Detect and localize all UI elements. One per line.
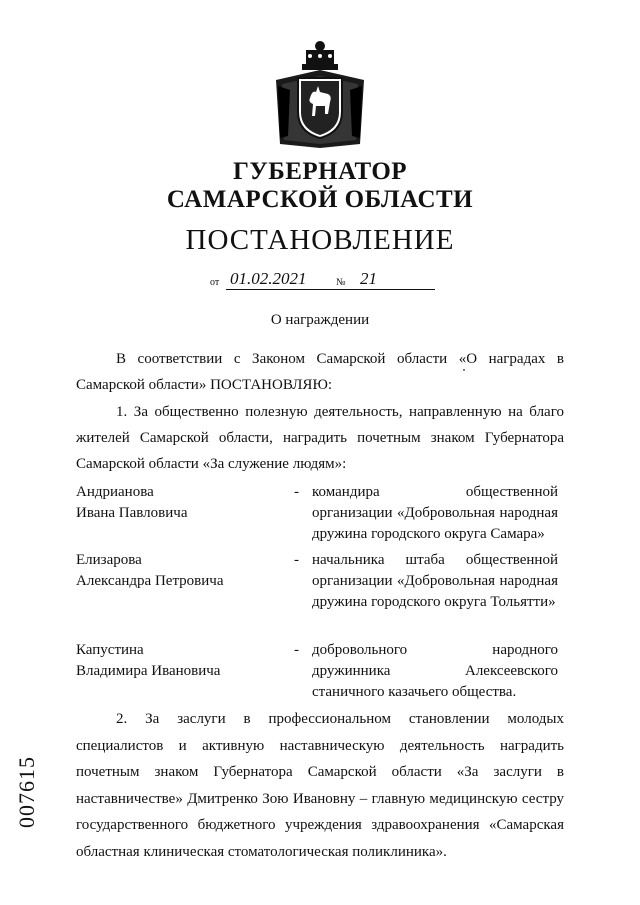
item-2-paragraph: 2. За заслуги в профессиональном становлении молодых специалистов и активную наставническую деятельность наградить почетным знаком Губернатора Самарской области «За заслуги в наставничестве» Дмитренко Зою Ивановну – главную медицинскую сестру государственного бюджетного учреждения здравоохранения «Самарская областная клиническая стоматологическая поликлиника». <box>76 711 564 860</box>
awardee-row <box>76 640 564 705</box>
intro-paragraph: В соответствии с Законом Самарской области «О наградах в Самарской области» ПОСТАНОВЛЯЮ: <box>76 351 564 393</box>
awardee-dash: - <box>294 642 299 658</box>
awardee-name: Капустина Владимира Ивановича <box>76 642 221 679</box>
awardee-row <box>76 550 564 620</box>
awardee-position: командира общественной организации «Добровольная народная дружина городского округа Самара» <box>312 484 558 542</box>
number-sign: № <box>336 277 346 288</box>
awardee-dash: - <box>294 484 299 500</box>
document-date: 01.02.2021 <box>226 269 350 290</box>
awardee-position: начальника штаба общественной организации «Добровольная народная дружина городского округа Тольятти» <box>312 552 558 610</box>
date-prefix: от <box>210 277 220 288</box>
coat-of-arms-icon <box>272 40 368 152</box>
awardee-name: Елизарова Александра Петровича <box>76 552 224 589</box>
document-number: 21 <box>350 269 435 290</box>
title-governor: ГУБЕРНАТОР <box>232 158 408 185</box>
document-type: ПОСТАНОВЛЕНИЕ <box>185 224 455 256</box>
document-subject: О награждении <box>270 312 370 328</box>
side-serial-number: 007615 <box>14 756 39 828</box>
awardee-row <box>76 482 564 542</box>
title-region: САМАРСКОЙ ОБЛАСТИ <box>166 186 474 213</box>
awardee-dash: - <box>294 552 299 568</box>
awardee-position: добровольного народного дружинника Алексеевского станичного казачьего общества. <box>312 642 558 700</box>
item-1-paragraph: 1. За общественно полезную деятельность, направленную на благо жителей Самарской области, наградить почетным знаком Губернатора Самарской области «За служение людям»: <box>76 404 564 472</box>
awardee-name: Андрианова Ивана Павловича <box>76 484 188 521</box>
